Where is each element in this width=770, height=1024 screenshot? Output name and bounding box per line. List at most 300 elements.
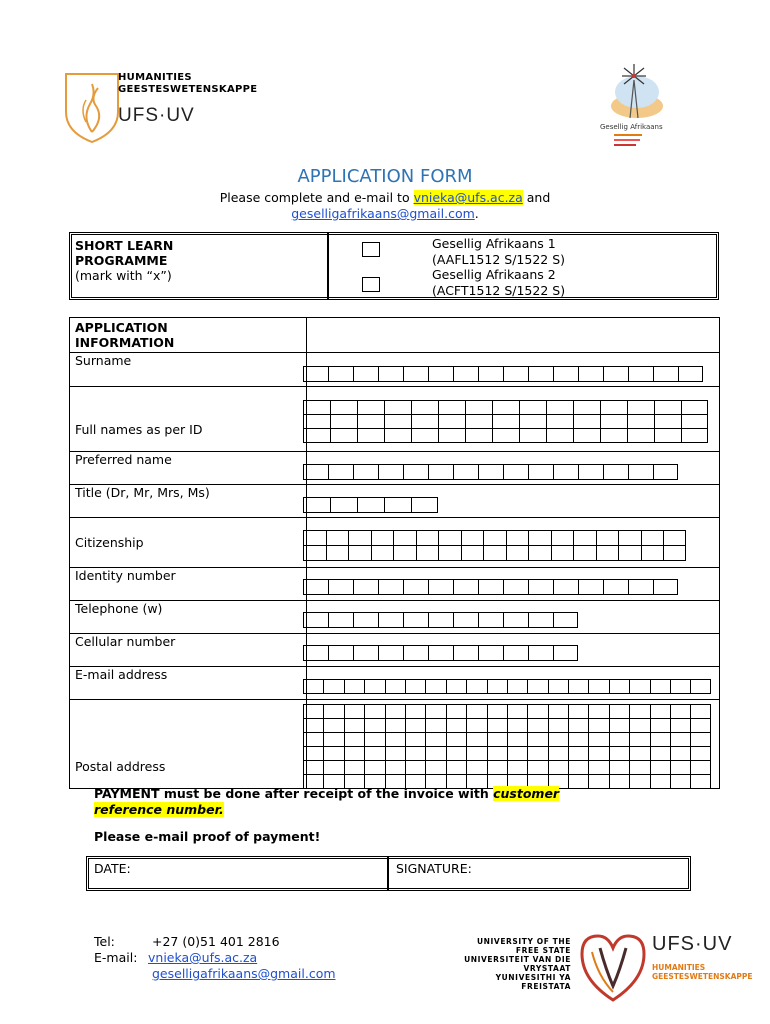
- char-box[interactable]: [628, 366, 653, 382]
- char-box[interactable]: [681, 414, 708, 429]
- char-box[interactable]: [507, 746, 527, 761]
- char-box[interactable]: [303, 732, 323, 747]
- char-box[interactable]: [330, 400, 357, 415]
- char-box[interactable]: [629, 774, 649, 789]
- char-box[interactable]: [466, 732, 486, 747]
- char-box[interactable]: [378, 645, 403, 661]
- char-box[interactable]: [465, 428, 492, 443]
- char-box[interactable]: [573, 545, 596, 561]
- char-box[interactable]: [303, 464, 328, 480]
- postal-boxes[interactable]: [303, 760, 711, 775]
- char-box[interactable]: [670, 704, 690, 719]
- char-box[interactable]: [303, 428, 330, 443]
- char-box[interactable]: [492, 400, 519, 415]
- char-box[interactable]: [609, 774, 629, 789]
- surname-boxes[interactable]: [303, 366, 703, 382]
- char-box[interactable]: [629, 718, 649, 733]
- char-box[interactable]: [378, 464, 403, 480]
- char-box[interactable]: [690, 774, 710, 789]
- char-box[interactable]: [353, 612, 378, 628]
- char-box[interactable]: [326, 545, 349, 561]
- char-box[interactable]: [551, 545, 574, 561]
- char-box[interactable]: [403, 366, 428, 382]
- char-box[interactable]: [303, 612, 328, 628]
- char-box[interactable]: [303, 679, 323, 694]
- char-box[interactable]: [553, 366, 578, 382]
- char-box[interactable]: [357, 497, 384, 513]
- char-box[interactable]: [629, 746, 649, 761]
- char-box[interactable]: [384, 400, 411, 415]
- char-box[interactable]: [690, 732, 710, 747]
- date-field[interactable]: [160, 859, 384, 888]
- char-box[interactable]: [578, 366, 603, 382]
- char-box[interactable]: [588, 774, 608, 789]
- char-box[interactable]: [609, 732, 629, 747]
- telephone-boxes[interactable]: [303, 612, 578, 628]
- char-box[interactable]: [385, 718, 405, 733]
- char-box[interactable]: [650, 679, 670, 694]
- char-box[interactable]: [487, 704, 507, 719]
- postal-boxes[interactable]: [303, 718, 711, 733]
- char-box[interactable]: [478, 612, 503, 628]
- char-box[interactable]: [527, 746, 547, 761]
- char-box[interactable]: [503, 579, 528, 595]
- char-box[interactable]: [385, 746, 405, 761]
- char-box[interactable]: [528, 545, 551, 561]
- char-box[interactable]: [405, 718, 425, 733]
- char-box[interactable]: [527, 679, 547, 694]
- char-box[interactable]: [588, 718, 608, 733]
- char-box[interactable]: [546, 414, 573, 429]
- char-box[interactable]: [548, 704, 568, 719]
- char-box[interactable]: [378, 612, 403, 628]
- char-box[interactable]: [553, 579, 578, 595]
- preferred-boxes[interactable]: [303, 464, 678, 480]
- char-box[interactable]: [568, 718, 588, 733]
- char-box[interactable]: [393, 545, 416, 561]
- char-box[interactable]: [507, 718, 527, 733]
- char-box[interactable]: [328, 579, 353, 595]
- char-box[interactable]: [519, 414, 546, 429]
- char-box[interactable]: [344, 718, 364, 733]
- char-box[interactable]: [600, 400, 627, 415]
- char-box[interactable]: [323, 746, 343, 761]
- char-box[interactable]: [371, 545, 394, 561]
- char-box[interactable]: [507, 732, 527, 747]
- char-box[interactable]: [627, 428, 654, 443]
- char-box[interactable]: [385, 732, 405, 747]
- char-box[interactable]: [670, 746, 690, 761]
- email-boxes[interactable]: [303, 679, 711, 694]
- char-box[interactable]: [403, 645, 428, 661]
- char-box[interactable]: [478, 579, 503, 595]
- char-box[interactable]: [384, 414, 411, 429]
- char-box[interactable]: [690, 679, 710, 694]
- char-box[interactable]: [588, 746, 608, 761]
- char-box[interactable]: [609, 760, 629, 775]
- char-box[interactable]: [425, 679, 445, 694]
- char-box[interactable]: [487, 679, 507, 694]
- char-box[interactable]: [384, 497, 411, 513]
- char-box[interactable]: [438, 414, 465, 429]
- char-box[interactable]: [578, 464, 603, 480]
- programme-1-checkbox[interactable]: [362, 242, 380, 257]
- char-box[interactable]: [603, 579, 628, 595]
- char-box[interactable]: [487, 760, 507, 775]
- char-box[interactable]: [507, 679, 527, 694]
- char-box[interactable]: [328, 366, 353, 382]
- char-box[interactable]: [453, 464, 478, 480]
- char-box[interactable]: [466, 718, 486, 733]
- char-box[interactable]: [573, 428, 600, 443]
- title-boxes[interactable]: [303, 497, 438, 513]
- char-box[interactable]: [344, 704, 364, 719]
- char-box[interactable]: [323, 732, 343, 747]
- char-box[interactable]: [503, 612, 528, 628]
- char-box[interactable]: [344, 746, 364, 761]
- char-box[interactable]: [385, 760, 405, 775]
- char-box[interactable]: [371, 530, 394, 546]
- char-box[interactable]: [303, 746, 323, 761]
- char-box[interactable]: [353, 366, 378, 382]
- char-box[interactable]: [519, 428, 546, 443]
- char-box[interactable]: [527, 760, 547, 775]
- char-box[interactable]: [348, 545, 371, 561]
- char-box[interactable]: [653, 464, 678, 480]
- char-box[interactable]: [573, 530, 596, 546]
- postal-boxes[interactable]: [303, 704, 711, 719]
- char-box[interactable]: [690, 746, 710, 761]
- char-box[interactable]: [551, 530, 574, 546]
- char-box[interactable]: [527, 718, 547, 733]
- char-box[interactable]: [603, 464, 628, 480]
- char-box[interactable]: [528, 530, 551, 546]
- char-box[interactable]: [663, 530, 686, 546]
- char-box[interactable]: [323, 704, 343, 719]
- char-box[interactable]: [425, 746, 445, 761]
- char-box[interactable]: [573, 400, 600, 415]
- char-box[interactable]: [364, 746, 384, 761]
- char-box[interactable]: [568, 732, 588, 747]
- char-box[interactable]: [446, 760, 466, 775]
- char-box[interactable]: [465, 400, 492, 415]
- char-box[interactable]: [528, 579, 553, 595]
- char-box[interactable]: [438, 428, 465, 443]
- full-names-boxes[interactable]: [303, 428, 708, 443]
- char-box[interactable]: [503, 464, 528, 480]
- char-box[interactable]: [568, 760, 588, 775]
- char-box[interactable]: [328, 612, 353, 628]
- char-box[interactable]: [446, 679, 466, 694]
- char-box[interactable]: [353, 579, 378, 595]
- full-names-boxes[interactable]: [303, 400, 708, 415]
- char-box[interactable]: [641, 530, 664, 546]
- char-box[interactable]: [344, 760, 364, 775]
- char-box[interactable]: [303, 400, 330, 415]
- char-box[interactable]: [446, 718, 466, 733]
- char-box[interactable]: [528, 612, 553, 628]
- citizenship-boxes[interactable]: [303, 545, 686, 561]
- char-box[interactable]: [650, 732, 670, 747]
- char-box[interactable]: [627, 414, 654, 429]
- char-box[interactable]: [654, 428, 681, 443]
- char-box[interactable]: [483, 545, 506, 561]
- char-box[interactable]: [609, 718, 629, 733]
- char-box[interactable]: [323, 718, 343, 733]
- char-box[interactable]: [326, 530, 349, 546]
- char-box[interactable]: [670, 774, 690, 789]
- char-box[interactable]: [478, 645, 503, 661]
- char-box[interactable]: [678, 366, 703, 382]
- char-box[interactable]: [528, 366, 553, 382]
- char-box[interactable]: [528, 464, 553, 480]
- char-box[interactable]: [588, 760, 608, 775]
- char-box[interactable]: [461, 545, 484, 561]
- char-box[interactable]: [670, 732, 690, 747]
- char-box[interactable]: [650, 774, 670, 789]
- char-box[interactable]: [548, 718, 568, 733]
- char-box[interactable]: [405, 760, 425, 775]
- programme-2-checkbox[interactable]: [362, 277, 380, 292]
- footer-email-vnieka[interactable]: vnieka@ufs.ac.za: [148, 950, 258, 965]
- char-box[interactable]: [428, 366, 453, 382]
- char-box[interactable]: [483, 530, 506, 546]
- char-box[interactable]: [461, 530, 484, 546]
- char-box[interactable]: [573, 414, 600, 429]
- char-box[interactable]: [405, 679, 425, 694]
- char-box[interactable]: [548, 732, 568, 747]
- char-box[interactable]: [438, 530, 461, 546]
- char-box[interactable]: [628, 579, 653, 595]
- char-box[interactable]: [670, 679, 690, 694]
- char-box[interactable]: [487, 746, 507, 761]
- char-box[interactable]: [641, 545, 664, 561]
- char-box[interactable]: [344, 732, 364, 747]
- char-box[interactable]: [492, 414, 519, 429]
- char-box[interactable]: [627, 400, 654, 415]
- char-box[interactable]: [405, 746, 425, 761]
- char-box[interactable]: [328, 464, 353, 480]
- char-box[interactable]: [548, 760, 568, 775]
- char-box[interactable]: [681, 400, 708, 415]
- char-box[interactable]: [603, 366, 628, 382]
- char-box[interactable]: [453, 645, 478, 661]
- char-box[interactable]: [629, 760, 649, 775]
- char-box[interactable]: [303, 414, 330, 429]
- char-box[interactable]: [330, 497, 357, 513]
- char-box[interactable]: [650, 760, 670, 775]
- char-box[interactable]: [650, 718, 670, 733]
- char-box[interactable]: [506, 530, 529, 546]
- char-box[interactable]: [528, 645, 553, 661]
- char-box[interactable]: [519, 400, 546, 415]
- char-box[interactable]: [466, 704, 486, 719]
- char-box[interactable]: [466, 746, 486, 761]
- char-box[interactable]: [466, 679, 486, 694]
- char-box[interactable]: [438, 545, 461, 561]
- char-box[interactable]: [588, 679, 608, 694]
- char-box[interactable]: [446, 704, 466, 719]
- char-box[interactable]: [629, 704, 649, 719]
- char-box[interactable]: [663, 545, 686, 561]
- char-box[interactable]: [506, 545, 529, 561]
- char-box[interactable]: [411, 400, 438, 415]
- char-box[interactable]: [411, 414, 438, 429]
- char-box[interactable]: [527, 704, 547, 719]
- char-box[interactable]: [357, 428, 384, 443]
- identity-boxes[interactable]: [303, 579, 678, 595]
- char-box[interactable]: [323, 679, 343, 694]
- char-box[interactable]: [548, 679, 568, 694]
- char-box[interactable]: [690, 718, 710, 733]
- char-box[interactable]: [446, 732, 466, 747]
- char-box[interactable]: [527, 732, 547, 747]
- char-box[interactable]: [405, 732, 425, 747]
- char-box[interactable]: [503, 645, 528, 661]
- char-box[interactable]: [425, 732, 445, 747]
- char-box[interactable]: [357, 400, 384, 415]
- char-box[interactable]: [588, 732, 608, 747]
- char-box[interactable]: [416, 545, 439, 561]
- char-box[interactable]: [364, 732, 384, 747]
- char-box[interactable]: [492, 428, 519, 443]
- char-box[interactable]: [596, 530, 619, 546]
- citizenship-boxes[interactable]: [303, 530, 686, 546]
- char-box[interactable]: [303, 760, 323, 775]
- char-box[interactable]: [629, 732, 649, 747]
- char-box[interactable]: [416, 530, 439, 546]
- postal-boxes[interactable]: [303, 746, 711, 761]
- char-box[interactable]: [353, 464, 378, 480]
- char-box[interactable]: [385, 704, 405, 719]
- char-box[interactable]: [681, 428, 708, 443]
- char-box[interactable]: [600, 414, 627, 429]
- char-box[interactable]: [428, 464, 453, 480]
- char-box[interactable]: [453, 579, 478, 595]
- char-box[interactable]: [453, 612, 478, 628]
- char-box[interactable]: [405, 704, 425, 719]
- char-box[interactable]: [670, 760, 690, 775]
- char-box[interactable]: [378, 579, 403, 595]
- char-box[interactable]: [654, 400, 681, 415]
- cellular-boxes[interactable]: [303, 645, 578, 661]
- char-box[interactable]: [609, 679, 629, 694]
- char-box[interactable]: [670, 718, 690, 733]
- char-box[interactable]: [546, 428, 573, 443]
- char-box[interactable]: [568, 679, 588, 694]
- char-box[interactable]: [403, 579, 428, 595]
- char-box[interactable]: [609, 746, 629, 761]
- char-box[interactable]: [568, 746, 588, 761]
- char-box[interactable]: [650, 704, 670, 719]
- char-box[interactable]: [478, 464, 503, 480]
- char-box[interactable]: [303, 497, 330, 513]
- char-box[interactable]: [478, 366, 503, 382]
- char-box[interactable]: [596, 545, 619, 561]
- char-box[interactable]: [588, 704, 608, 719]
- char-box[interactable]: [303, 366, 328, 382]
- char-box[interactable]: [568, 704, 588, 719]
- char-box[interactable]: [357, 414, 384, 429]
- char-box[interactable]: [609, 704, 629, 719]
- footer-email-gesellig[interactable]: geselligafrikaans@gmail.com: [152, 966, 336, 981]
- char-box[interactable]: [487, 718, 507, 733]
- char-box[interactable]: [553, 464, 578, 480]
- char-box[interactable]: [466, 760, 486, 775]
- char-box[interactable]: [403, 612, 428, 628]
- char-box[interactable]: [578, 579, 603, 595]
- char-box[interactable]: [650, 746, 670, 761]
- char-box[interactable]: [411, 428, 438, 443]
- char-box[interactable]: [503, 366, 528, 382]
- char-box[interactable]: [653, 579, 678, 595]
- char-box[interactable]: [507, 760, 527, 775]
- char-box[interactable]: [425, 718, 445, 733]
- char-box[interactable]: [618, 545, 641, 561]
- char-box[interactable]: [393, 530, 416, 546]
- char-box[interactable]: [629, 679, 649, 694]
- email-link-gesellig[interactable]: geselligafrikaans@gmail.com: [291, 206, 475, 221]
- char-box[interactable]: [411, 497, 438, 513]
- char-box[interactable]: [465, 414, 492, 429]
- char-box[interactable]: [303, 579, 328, 595]
- char-box[interactable]: [654, 414, 681, 429]
- char-box[interactable]: [653, 366, 678, 382]
- char-box[interactable]: [303, 704, 323, 719]
- char-box[interactable]: [364, 704, 384, 719]
- char-box[interactable]: [403, 464, 428, 480]
- email-link-vnieka[interactable]: vnieka@ufs.ac.za: [413, 190, 523, 205]
- char-box[interactable]: [323, 760, 343, 775]
- full-names-boxes[interactable]: [303, 414, 708, 429]
- char-box[interactable]: [385, 679, 405, 694]
- char-box[interactable]: [330, 414, 357, 429]
- char-box[interactable]: [428, 579, 453, 595]
- char-box[interactable]: [428, 645, 453, 661]
- char-box[interactable]: [618, 530, 641, 546]
- char-box[interactable]: [690, 704, 710, 719]
- char-box[interactable]: [446, 746, 466, 761]
- char-box[interactable]: [507, 704, 527, 719]
- char-box[interactable]: [328, 645, 353, 661]
- char-box[interactable]: [553, 612, 578, 628]
- signature-field[interactable]: [480, 859, 686, 888]
- char-box[interactable]: [303, 718, 323, 733]
- char-box[interactable]: [364, 760, 384, 775]
- char-box[interactable]: [330, 428, 357, 443]
- char-box[interactable]: [425, 760, 445, 775]
- char-box[interactable]: [344, 679, 364, 694]
- char-box[interactable]: [353, 645, 378, 661]
- char-box[interactable]: [303, 545, 326, 561]
- char-box[interactable]: [487, 732, 507, 747]
- char-box[interactable]: [568, 774, 588, 789]
- char-box[interactable]: [364, 679, 384, 694]
- char-box[interactable]: [546, 400, 573, 415]
- char-box[interactable]: [690, 760, 710, 775]
- char-box[interactable]: [553, 645, 578, 661]
- char-box[interactable]: [548, 746, 568, 761]
- char-box[interactable]: [378, 366, 403, 382]
- char-box[interactable]: [453, 366, 478, 382]
- char-box[interactable]: [428, 612, 453, 628]
- char-box[interactable]: [425, 704, 445, 719]
- postal-boxes[interactable]: [303, 732, 711, 747]
- char-box[interactable]: [303, 645, 328, 661]
- char-box[interactable]: [384, 428, 411, 443]
- char-box[interactable]: [628, 464, 653, 480]
- char-box[interactable]: [600, 428, 627, 443]
